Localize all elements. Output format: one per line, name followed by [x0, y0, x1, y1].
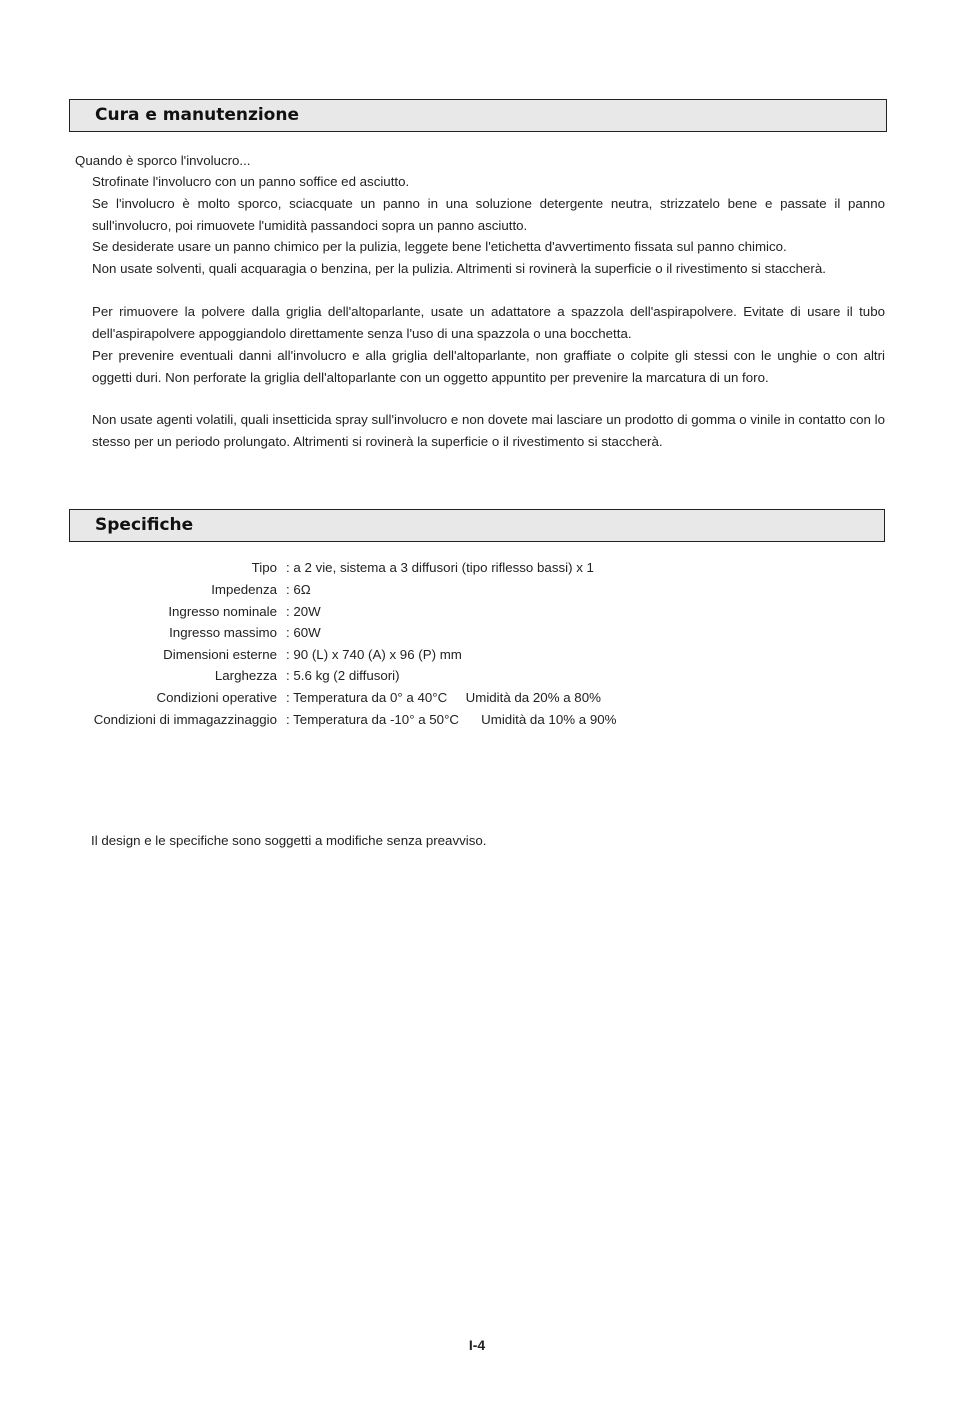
spec-value: : Temperatura da 0° a 40°C Umidità da 20% a 80% — [286, 690, 601, 705]
spec-value: : 6Ω — [286, 582, 311, 597]
spec-row — [0, 582, 954, 604]
specs-section-title: Specifiche — [95, 515, 194, 535]
spec-value: : a 2 vie, sistema a 3 diffusori (tipo riflesso bassi) x 1 — [286, 560, 594, 575]
care-paragraph: Non usate agenti volatili, quali insetticida spray sull'involucro e non dovete mai lasciare un prodotto di gomma o vinile in contatto con lo stesso per un periodo prolungato. Altrimenti si rovinerà la superficie o il rivestimento si staccherà. — [92, 412, 885, 449]
care-paragraph: Non usate solventi, quali acquaragia o benzina, per la pulizia. Altrimenti si rovinerà la superficie o il rivestimento si staccherà. — [92, 261, 826, 276]
care-paragraph: Per prevenire eventuali danni all'involucro e alla griglia dell'altoparlante, non graffiate o colpite gli stessi con le unghie o con altri oggetti duri. Non perforate la griglia dell'altoparlante con un oggetto appuntito per prevenire la marcatura di un foro. — [92, 348, 885, 385]
page-number: I-4 — [468, 1337, 486, 1353]
spec-row — [0, 647, 954, 669]
spec-row — [0, 604, 954, 626]
spec-label: Tipo — [251, 560, 277, 575]
care-paragraph: Se desiderate usare un panno chimico per la pulizia, leggete bene l'etichetta d'avvertimento fissata sul panno chimico. — [92, 239, 787, 254]
care-paragraph: Se l'involucro è molto sporco, sciacquate un panno in una soluzione detergente neutra, strizzatelo bene e passate il panno sull'involucro, poi rimuovete l'umidità passandoci sopra un panno asciutto. — [92, 196, 885, 233]
spec-value: : Temperatura da -10° a 50°C Umidità da 10% a 90% — [286, 712, 617, 727]
spec-row — [0, 668, 954, 690]
spec-row — [0, 712, 954, 734]
spec-label: Condizioni di immagazzinaggio — [93, 712, 277, 727]
spec-label: Ingresso massimo — [169, 625, 277, 640]
spec-row — [0, 690, 954, 712]
spec-label: Larghezza — [214, 668, 277, 683]
disclaimer-note: Il design e le specifiche sono soggetti a modifiche senza preavviso. — [91, 833, 487, 848]
care-section-header — [69, 99, 887, 132]
spec-label: Ingresso nominale — [168, 604, 277, 619]
care-paragraph: Per rimuovere la polvere dalla griglia dell'altoparlante, usate un adattatore a spazzola dell'aspirapolvere. Evitate di usare il tubo dell'aspirapolvere appoggiandolo direttamente senza l'uso di una spazzola o una bocchetta. — [92, 304, 885, 341]
spec-value: : 20W — [286, 604, 321, 619]
care-intro: Quando è sporco l'involucro... — [75, 153, 251, 168]
spec-value: : 5.6 kg (2 diffusori) — [286, 668, 400, 683]
care-paragraph: Strofinate l'involucro con un panno soffice ed asciutto. — [92, 174, 410, 189]
specs-section-header — [69, 509, 885, 542]
spec-label: Impedenza — [211, 582, 277, 597]
care-section-title: Cura e manutenzione — [95, 105, 299, 125]
spec-value: : 90 (L) x 740 (A) x 96 (P) mm — [286, 647, 462, 662]
spec-label: Condizioni operative — [156, 690, 277, 705]
spec-value: : 60W — [286, 625, 321, 640]
spec-row — [0, 625, 954, 647]
spec-row — [0, 560, 954, 582]
spec-label: Dimensioni esterne — [163, 647, 277, 662]
